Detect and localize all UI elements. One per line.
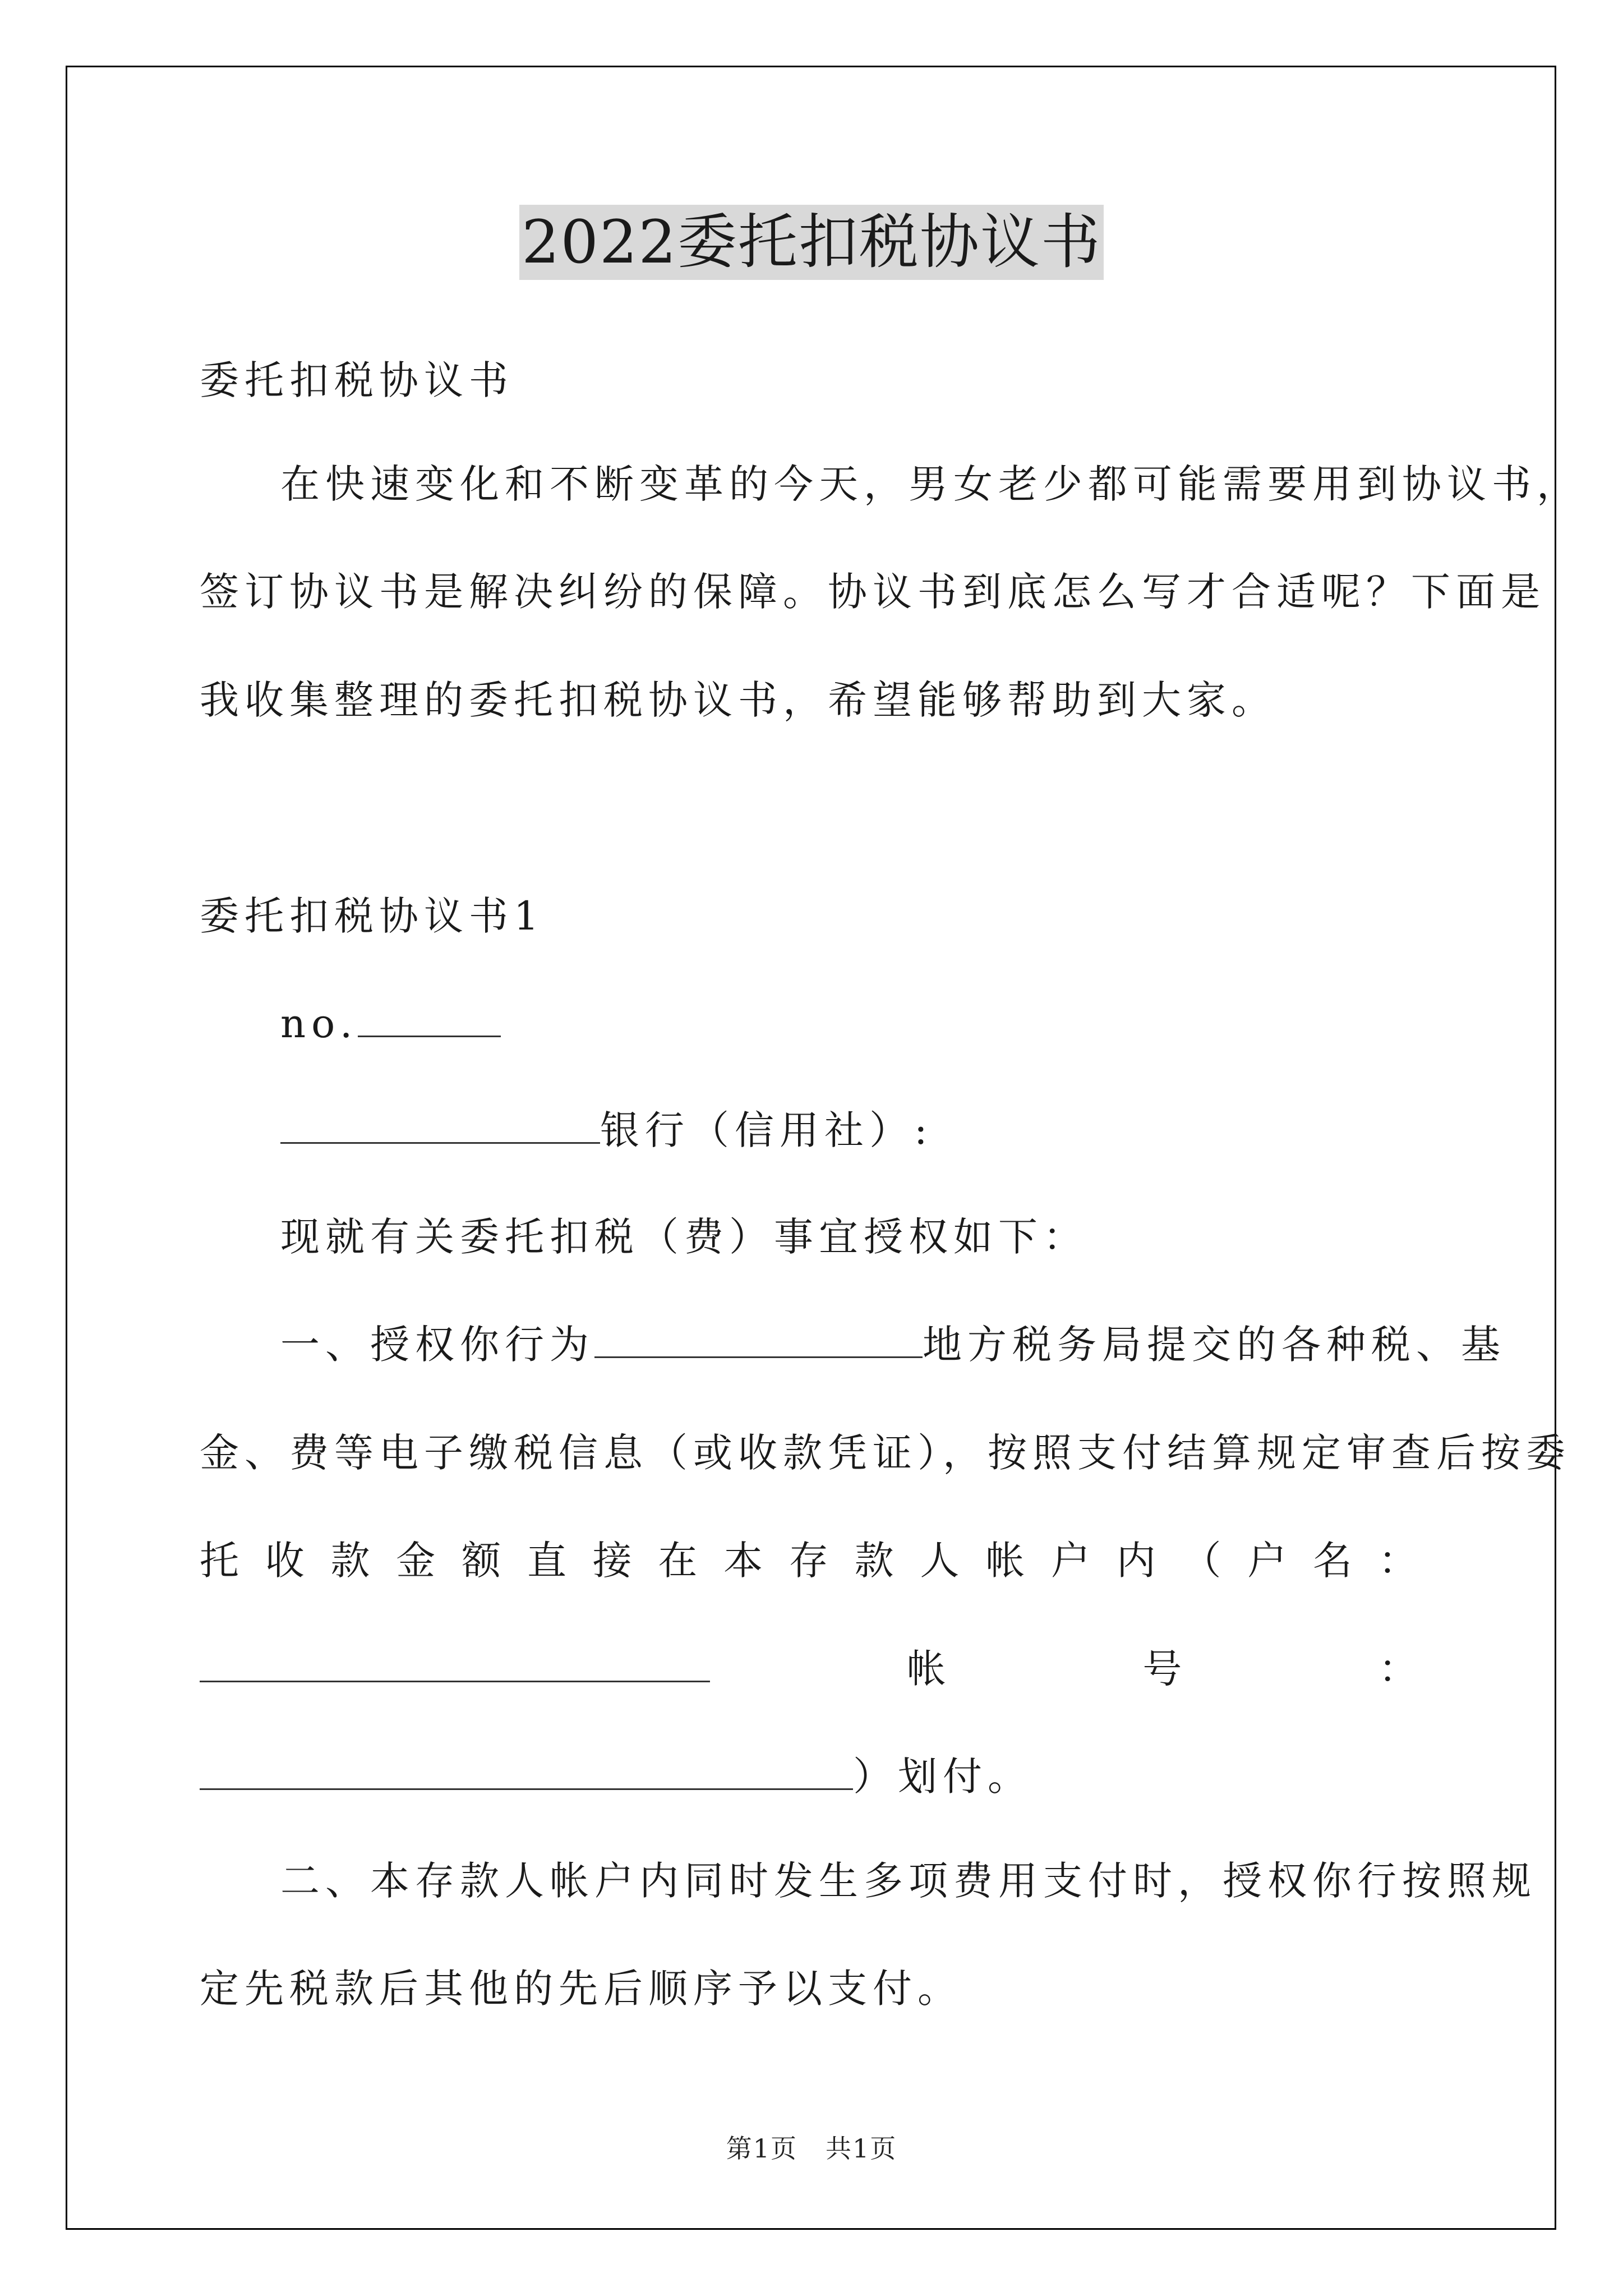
account-name-blank[interactable] bbox=[200, 1644, 710, 1682]
clause1-line-3 bbox=[200, 1535, 1418, 1586]
clause1-prefix: 一、授权你行为 bbox=[280, 1322, 594, 1368]
clause1-line-5 bbox=[200, 1751, 1032, 1802]
account-number-blank[interactable] bbox=[200, 1751, 853, 1790]
clause1-suffix: 地方税务局提交的各种税、基 bbox=[923, 1322, 1506, 1368]
bank-name-blank[interactable] bbox=[280, 1105, 600, 1144]
number-blank[interactable] bbox=[358, 999, 501, 1037]
char: 本 bbox=[723, 1538, 763, 1584]
char: ： bbox=[1378, 1538, 1418, 1584]
char: 金 bbox=[396, 1538, 436, 1584]
char: 额 bbox=[462, 1538, 501, 1584]
char: 人 bbox=[920, 1538, 960, 1584]
page-total: 共1页 bbox=[826, 2133, 897, 2164]
account-colon: ： bbox=[1378, 1646, 1418, 1692]
page-current: 第1页 bbox=[726, 2133, 797, 2164]
char: 内 bbox=[1116, 1538, 1156, 1584]
clause2-line-2: 定先税款后其他的先后顺序予以支付。 bbox=[200, 1966, 962, 2012]
section-heading: 委托扣税协议书1 bbox=[200, 893, 545, 939]
clause2-line-1: 二、本存款人帐户内同时发生多项费用支付时，授权你行按照规 bbox=[280, 1858, 1537, 1904]
page-footer bbox=[0, 2132, 1623, 2165]
char: 名 bbox=[1313, 1538, 1353, 1584]
char: 户 bbox=[1247, 1538, 1287, 1584]
char: 存 bbox=[789, 1538, 828, 1584]
char: 在 bbox=[658, 1538, 698, 1584]
intro-line-2: 签订协议书是解决纠纷的保障。协议书到底怎么写才合适呢？下面是 bbox=[200, 569, 1546, 615]
account-label-1: 帐 bbox=[906, 1646, 946, 1692]
account-label-2: 号 bbox=[1142, 1646, 1182, 1692]
char: 收 bbox=[265, 1538, 305, 1584]
intro-line-3: 我收集整理的委托扣税协议书，希望能够帮助到大家。 bbox=[200, 677, 1276, 723]
char: 户 bbox=[1050, 1538, 1090, 1584]
char: （ bbox=[1182, 1538, 1221, 1584]
tax-bureau-blank[interactable] bbox=[594, 1319, 923, 1358]
bank-line bbox=[280, 1105, 933, 1156]
number-label: no. bbox=[280, 1001, 358, 1047]
char: 帐 bbox=[985, 1538, 1025, 1584]
clause1-line-1 bbox=[280, 1319, 1506, 1370]
clause1-line-2: 金、费等电子缴税信息（或收款凭证），按照支付结算规定审查后按委 bbox=[200, 1430, 1571, 1476]
char: 直 bbox=[527, 1538, 566, 1584]
char: 款 bbox=[854, 1538, 894, 1584]
char: 接 bbox=[592, 1538, 632, 1584]
intro-line-1: 在快速变化和不断变革的今天，男女老少都可能需要用到协议书， bbox=[280, 461, 1581, 507]
clause1-line-4 bbox=[200, 1644, 1418, 1694]
authorization-line: 现就有关委托扣税（费）事宜授权如下： bbox=[280, 1214, 1088, 1260]
char: 款 bbox=[330, 1538, 370, 1584]
document-subtitle: 委托扣税协议书 bbox=[200, 357, 514, 403]
document-title: 2022委托扣税协议书 bbox=[519, 205, 1104, 280]
title-container bbox=[0, 205, 1623, 280]
bank-suffix: 银行（信用社）: bbox=[600, 1107, 933, 1153]
clause1-line5-suffix: ）划付。 bbox=[853, 1754, 1032, 1800]
number-line bbox=[280, 999, 501, 1049]
char: 托 bbox=[200, 1538, 239, 1584]
